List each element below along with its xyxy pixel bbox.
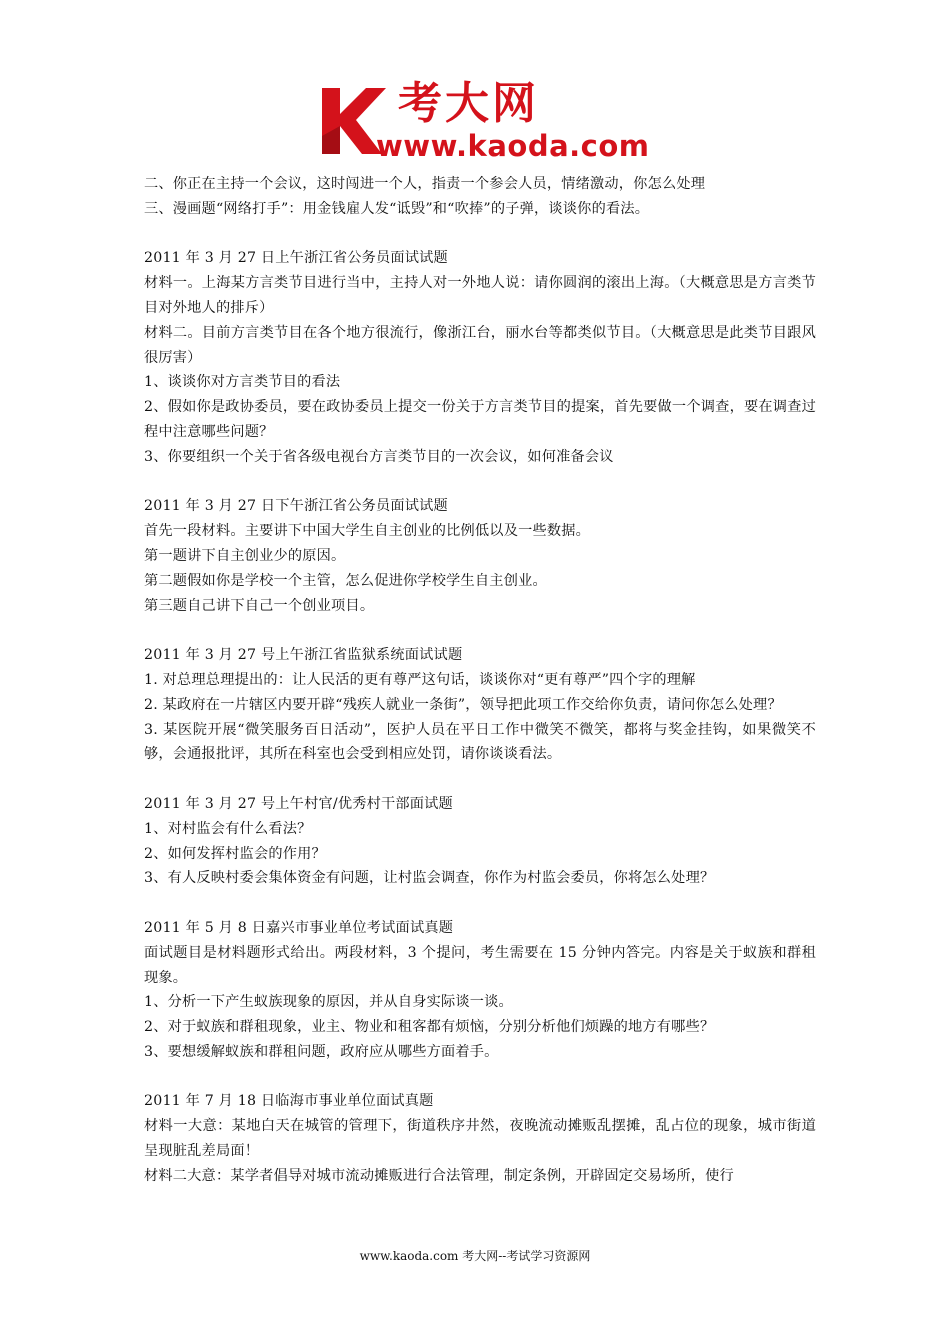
- section-heading: 2011 年 3 月 27 号上午浙江省监狱系统面试试题: [144, 647, 463, 664]
- paragraph: 二、你正在主持一个会议，这时闯进一个人，指责一个参会人员，情绪激动，你怎么处理: [144, 176, 706, 192]
- paragraph: 3. 某医院开展“微笑服务百日活动”，医护人员在平日工作中微笑不微笑，都将与奖金挂钩，如果微笑不够，会通报批评，其所在科室也会受到相应处罚，请你谈谈看法。: [144, 721, 816, 763]
- paragraph: 3、要想缓解蚁族和群租问题，政府应从哪些方面着手。: [144, 1043, 499, 1060]
- blank-line: [144, 767, 816, 792]
- paragraph: 材料一。上海某方言类节目进行当中，主持人对一外地人说：请你圆润的滚出上海。（大概意思是方言类节目对外地人的排斥）: [144, 275, 816, 316]
- blank-line: [144, 222, 816, 247]
- logo-site-url: www.kaoda.com: [376, 129, 650, 163]
- paragraph: 三、漫画题“网络打手”：用金钱雇人发“诋毁”和“吹捧”的子弹，谈谈你的看法。: [144, 200, 650, 217]
- section-heading: 2011 年 5 月 8 日嘉兴市事业单位考试面试真题: [144, 919, 454, 936]
- blank-line: [144, 891, 816, 916]
- paragraph: 1、谈谈你对方言类节目的看法: [144, 374, 341, 391]
- paragraph: 3、有人反映村委会集体资金有问题，让村监会调查，你作为村监会委员，你将怎么处理？: [144, 870, 715, 887]
- paragraph: 材料二大意：某学者倡导对城市流动摊贩进行合法管理，制定条例，开辟固定交易场所，使行: [144, 1167, 734, 1184]
- paragraph: 材料二。目前方言类节目在各个地方很流行，像浙江台，丽水台等都类似节目。（大概意思是此类节目跟风很厉害）: [144, 324, 816, 366]
- section-heading: 2011 年 3 月 27 日下午浙江省公务员面试试题: [144, 498, 448, 515]
- paragraph: 2、对于蚁族和群租现象，业主、物业和租客都有烦恼，分别分析他们烦躁的地方有哪些？: [144, 1019, 715, 1036]
- blank-line: [144, 470, 816, 495]
- paragraph: 1、分析一下产生蚁族现象的原因，并从自身实际谈一谈。: [144, 994, 513, 1011]
- paragraph: 首先一段材料。主要讲下中国大学生自主创业的比例低以及一些数据。: [144, 523, 591, 540]
- paragraph: 1、对村监会有什么看法？: [144, 820, 312, 837]
- page-footer: www.kaoda.com 考大网--考试学习资源网: [359, 1249, 591, 1263]
- blank-line: [144, 1065, 816, 1090]
- paragraph: 2、如何发挥村监会的作用？: [144, 845, 326, 862]
- logo-site-name: 考大网: [398, 78, 539, 129]
- document-body: [144, 172, 816, 1189]
- paragraph: 材料一大意：某地白天在城管的管理下，街道秩序井然，夜晚流动摊贩乱摆摊，乱占位的现象，城市街道呈现脏乱差局面！: [144, 1118, 816, 1160]
- paragraph: 2. 某政府在一片辖区内要开辟“残疾人就业一条街”，领导把此项工作交给你负责，请问你怎么处理？: [144, 696, 782, 713]
- blank-line: [144, 618, 816, 643]
- paragraph: 第二题假如你是学校一个主管，怎么促进你学校学生自主创业。: [144, 572, 547, 589]
- paragraph: 第一题讲下自主创业少的原因。: [144, 547, 346, 564]
- section-heading: 2011 年 7 月 18 日临海市事业单位面试真题: [144, 1093, 434, 1110]
- kaoda-logo: [316, 78, 650, 163]
- section-heading: 2011 年 3 月 27 号上午村官/优秀村干部面试题: [144, 795, 453, 812]
- section-heading: 2011 年 3 月 27 日上午浙江省公务员面试试题: [144, 250, 448, 267]
- paragraph: 3、你要组织一个关于省各级电视台方言类节目的一次会议，如何准备会议: [144, 448, 614, 465]
- paragraph: 2、假如你是政协委员，要在政协委员上提交一份关于方言类节目的提案，首先要做一个调查，要在调查过程中注意哪些问题？: [144, 399, 816, 440]
- paragraph: 面试题目是材料题形式给出。两段材料，3 个提问，考生需要在 15 分钟内答完。内容是关于蚁族和群租现象。: [144, 944, 816, 986]
- paragraph: 1. 对总理总理提出的：让人民活的更有尊严这句话，谈谈你对“更有尊严”四个字的理解: [144, 671, 696, 688]
- paragraph: 第三题自己讲下自己一个创业项目。: [144, 597, 375, 614]
